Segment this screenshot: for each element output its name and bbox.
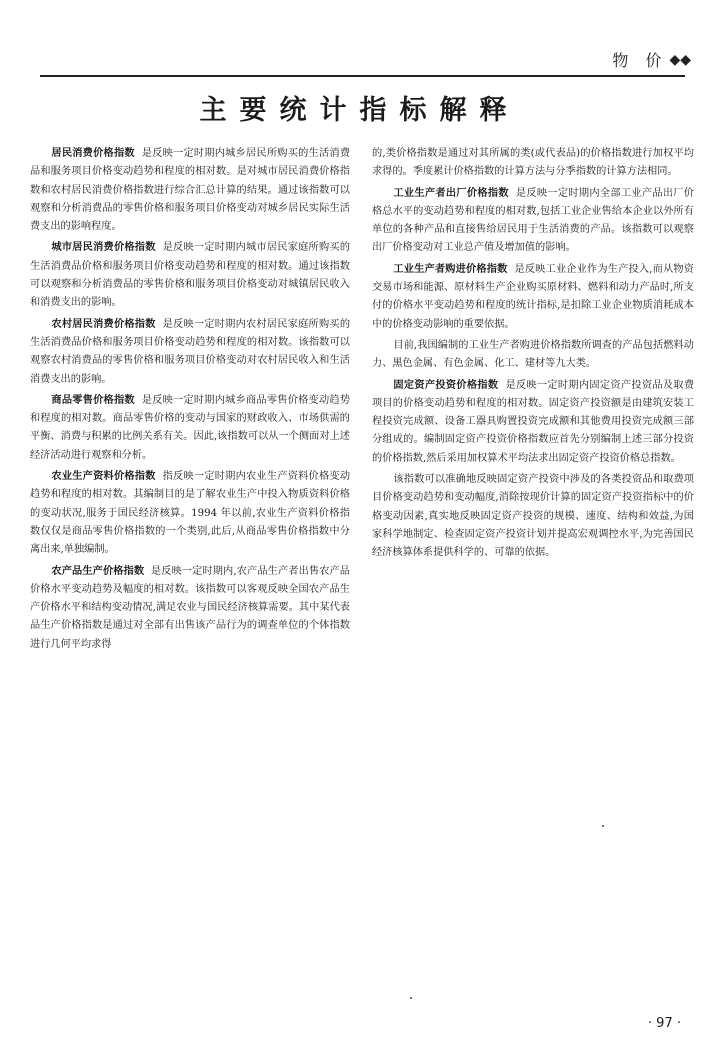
paragraph-body: 目前,我国编制的工业生产者购进价格指数所调查的产品包括燃料动力、黑色金属、有色金属、化工、建材等九大类。 [372,339,694,370]
scan-speck [410,997,412,999]
paragraph-body: 是反映一定时期内农村居民家庭所购买的生活消费品价格和服务项目价格变动趋势和程度的相对数。该指数可以观察农村消费品的零售价格和服务项目价格变动对农村居民收入和生活消费支出的影响。 [30,318,351,385]
paragraph-body: 是反映一定时期内城乡商品零售价格变动趋势和程度的相对数。商品零售价格的变动与国家的财政收入、市场供需的平衡、消费与积累的比例关系有关。因此,该指数可以从一个侧面对上述经济活动进行观察和分析。 [30,394,351,461]
paragraph-body: 是反映一定时期内城市居民家庭所购买的生活消费品价格和服务项目价格变动趋势和程度的相对数。通过该指数可以观察和分析消费品的零售价格和服务项目价格变动对城镇居民收入和消费支出的影响。 [30,242,351,309]
paragraph [30,392,350,465]
term-heading: 商品零售价格指数 [51,394,135,406]
term-heading: 居民消费价格指数 [51,148,135,159]
paragraph [372,185,694,258]
paragraph-body: 是反映一定时期内全部工业产品出厂价格总水平的变动趋势和程度的相对数,包括工业企业售给本企业以外所有单位的各种产品和直接售给居民用于生活消费的产品。该指数可以观察出厂价格变动对工业总产值及增加值的影响。 [372,187,694,254]
term-heading: 固定资产投资价格指数 [393,379,499,391]
page-title: 主要统计指标解释 [199,95,520,126]
section-label: 物 价 [612,51,668,70]
left-column [30,145,350,657]
term-heading: 城市居民消费价格指数 [51,242,156,254]
header-rule [40,75,685,77]
paragraph [30,316,350,389]
term-heading: 农业生产资料价格指数 [51,471,156,483]
paragraph [372,377,694,468]
page-number: · 97 · [647,1016,681,1031]
right-column [372,145,694,566]
term-heading: 工业生产者出厂价格指数 [393,187,509,199]
paragraph [372,261,694,334]
diamond-marker-icon: ◆◆ [669,51,691,68]
term-heading: 农产品生产价格指数 [51,565,145,577]
paragraph [30,239,350,312]
paragraph [372,145,694,182]
paragraph [372,337,694,374]
term-heading: 工业生产者购进价格指数 [393,263,508,275]
running-header [612,48,691,71]
paragraph-body: 是反映一定时期内,农产品生产者出售农产品价格水平变动趋势及幅度的相对数。该指数可以客观反映全国农产品生产价格水平和结构变动情况,满足农业与国民经济核算需要。其中某代表品生产价格指数是通过对全部有出售该产品行为的调查单位的个体指数进行几何平均求得 [30,565,350,650]
paragraph-body: 是反映一定时期内固定资产投资品及取费项目的价格变动趋势和程度的相对数。固定资产投资额是由建筑安装工程投资完成额、设备工器具购置投资完成额和其他费用投资完成额三部分组成的。编制固定资产投资价格指数应首先分别编制上述三部分投资的价格指数,然后采用加权算术平均法求出固定资产投资价格总指数。 [372,379,695,464]
paragraph [372,471,694,562]
paragraph [30,563,350,654]
scan-speck [602,825,604,827]
paragraph [30,145,350,236]
paragraph [30,468,350,559]
paragraph-body: 该指数可以准确地反映固定资产投资中涉及的各类投资品和取费项目价格变动趋势和变动幅度,消除按现价计算的固定资产投资指标中的价格变动因素,真实地反映固定资产投资的规模、速度、结构和效益,为国家科学地制定、检查固定资产投资计划并提高宏观调控水平,为完善国民经济核算体系提供科学的、可靠的依据。 [372,474,694,559]
term-heading: 农村居民消费价格指数 [51,318,156,330]
paragraph-body: 指反映一定时期内农业生产资料价格变动趋势和程度的相对数。其编制目的是了解农业生产中投入物质资料价格的变动状况,服务于国民经济核算。1994 年以前,农业生产资料价格指数仅仅是商品零售价格指数的一个类别,此后,从商品零售价格指数中分离出来,单独编制。 [30,471,351,556]
paragraph-body: 是反映一定时期内城乡居民所购买的生活消费品和服务项目价格变动趋势和程度的相对数。是对城市居民消费价格指数和农村居民消费价格指数进行综合汇总计算的结果。通过该指数可以观察和分析消费品的零售价格和服务项目价格变动对城乡居民实际生活费支出的影响程度。 [30,148,351,233]
paragraph-body: 是反映工业企业作为生产投入,而从物资交易市场和能源、原材料生产企业购买原材料、燃料和动力产品时,所支付的价格水平变动趋势和程度的统计指标,是扣除工业企业物质消耗成本中的价格变动影响的重要依据。 [372,263,694,330]
paragraph-body: 的,类价格指数是通过对其所属的类(或代表品)的价格指数进行加权平均求得的。季度累计价格指数的计算方法与分季指数的计算方法相同。 [372,148,694,178]
